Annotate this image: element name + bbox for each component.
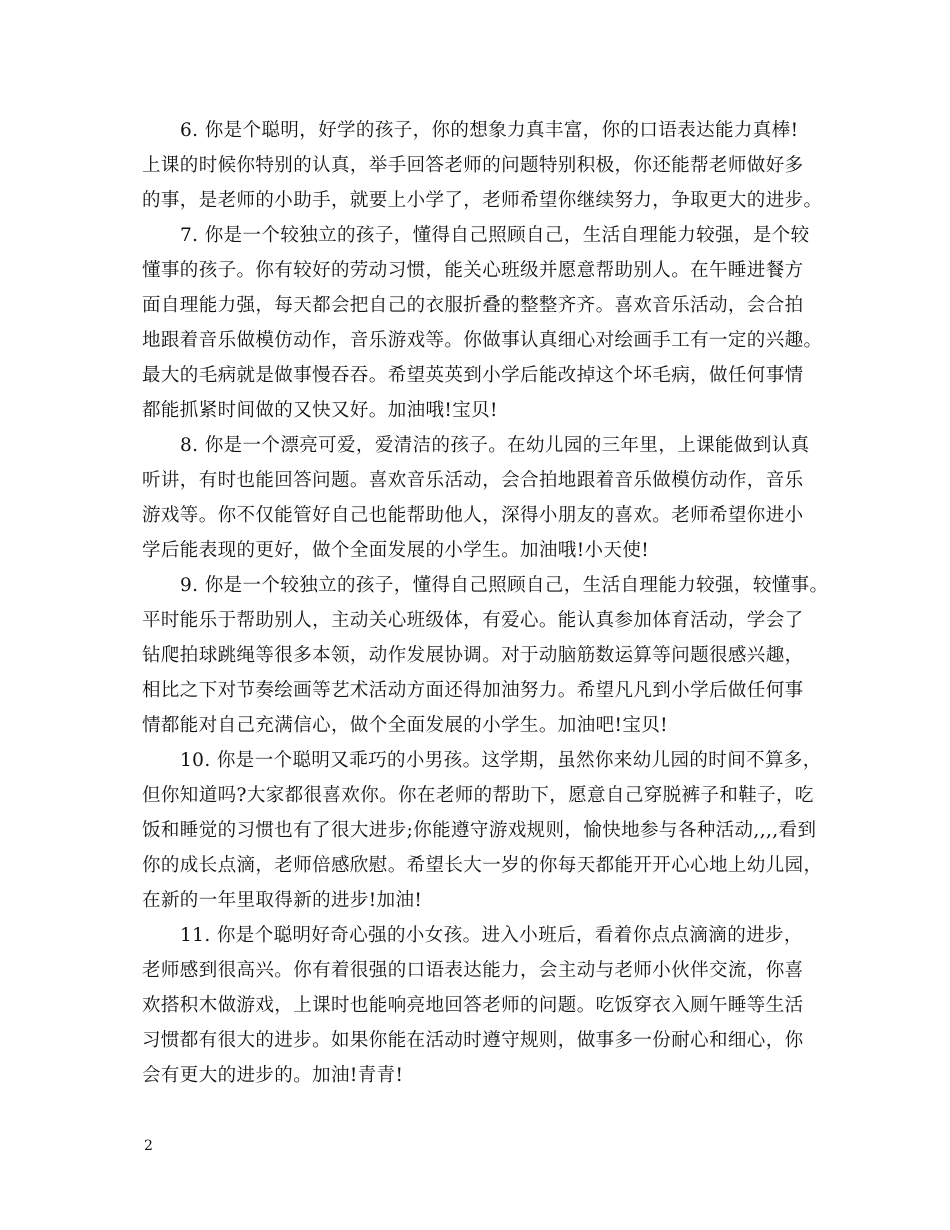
paragraph-11 [142,918,814,1093]
text-line: 11. 你是个聪明好奇心强的小女孩。进入小班后，看着你点点滴滴的进步， [180,925,803,946]
text-line: 面自理能力强，每天都会把自己的衣服折叠的整整齐齐。喜欢音乐活动，会合拍 [142,295,804,316]
page-number: 2 [144,1138,153,1154]
text-line: 你的成长点滴，老师倍感欣慰。希望长大一岁的你每天都能开开心心地上幼儿园， [142,855,823,876]
text-line: 6. 你是个聪明，好学的孩子，你的想象力真丰富，你的口语表达能力真棒! [180,120,799,141]
paragraph-6 [142,113,823,218]
paragraph-9 [142,568,829,743]
text-line: 平时能乐于帮助别人，主动关心班级体，有爱心。能认真参加体育活动，学会了 [142,610,804,631]
text-line: 9. 你是一个较独立的孩子，懂得自己照顾自己，生活自理能力较强，较懂事。 [180,575,829,596]
text-line: 最大的毛病就是做事慢吞吞。希望英英到小学后能改掉这个坏毛病，做任何事情 [142,365,804,386]
text-line: 7. 你是一个较独立的孩子，懂得自己照顾自己，生活自理能力较强，是个较 [180,225,810,246]
text-line: 会有更大的进步的。加油!青青! [142,1065,404,1086]
text-line: 在新的一年里取得新的进步!加油! [142,890,423,911]
text-line: 相比之下对节奏绘画等艺术活动方面还得加油努力。希望凡凡到小学后做任何事 [142,680,804,701]
text-line: 地跟着音乐做模仿动作，音乐游戏等。你做事认真细心对绘画手工有一定的兴趣。 [142,330,823,351]
text-line: 饭和睡觉的习惯也有了很大进步;你能遵守游戏规则，愉快地参与各种活动,,,,看到 [142,820,817,841]
paragraph-8 [142,428,814,568]
paragraph-10 [142,743,823,918]
text-line: 情都能对自己充满信心，做个全面发展的小学生。加油吧!宝贝! [142,715,668,736]
text-line: 懂事的孩子。你有较好的劳动习惯，能关心班级并愿意帮助别人。在午睡进餐方 [142,260,804,281]
text-line: 习惯都有很大的进步。如果你能在活动时遵守规则，做事多一份耐心和细心，你 [142,1030,804,1051]
text-line: 10. 你是一个聪明又乖巧的小男孩。这学期，虽然你来幼儿园的时间不算多， [180,750,822,771]
document-body [142,113,829,1093]
text-line: 的事，是老师的小助手，就要上小学了，老师希望你继续努力，争取更大的进步。 [142,190,823,211]
paragraph-7 [142,218,823,428]
text-line: 游戏等。你不仅能管好自己也能帮助他人，深得小朋友的喜欢。老师希望你进小 [142,505,804,526]
text-line: 欢搭积木做游戏，上课时也能响亮地回答老师的问题。吃饭穿衣入厕午睡等生活 [142,995,804,1016]
text-line: 钻爬拍球跳绳等很多本领，动作发展协调。对于动脑筋数运算等问题很感兴趣， [142,645,804,666]
text-line: 学后能表现的更好，做个全面发展的小学生。加油哦!小天使! [142,540,650,561]
text-line: 但你知道吗?大家都很喜欢你。你在老师的帮助下，愿意自己穿脱裤子和鞋子，吃 [142,785,814,806]
text-line: 上课的时候你特别的认真，举手回答老师的问题特别积极，你还能帮老师做好多 [142,155,804,176]
text-line: 都能抓紧时间做的又快又好。加油哦!宝贝! [142,400,498,421]
text-line: 老师感到很高兴。你有着很强的口语表达能力，会主动与老师小伙伴交流，你喜 [142,960,804,981]
text-line: 听讲，有时也能回答问题。喜欢音乐活动，会合拍地跟着音乐做模仿动作，音乐 [142,470,804,491]
text-line: 8. 你是一个漂亮可爱，爱清洁的孩子。在幼儿园的三年里，上课能做到认真 [180,435,810,456]
